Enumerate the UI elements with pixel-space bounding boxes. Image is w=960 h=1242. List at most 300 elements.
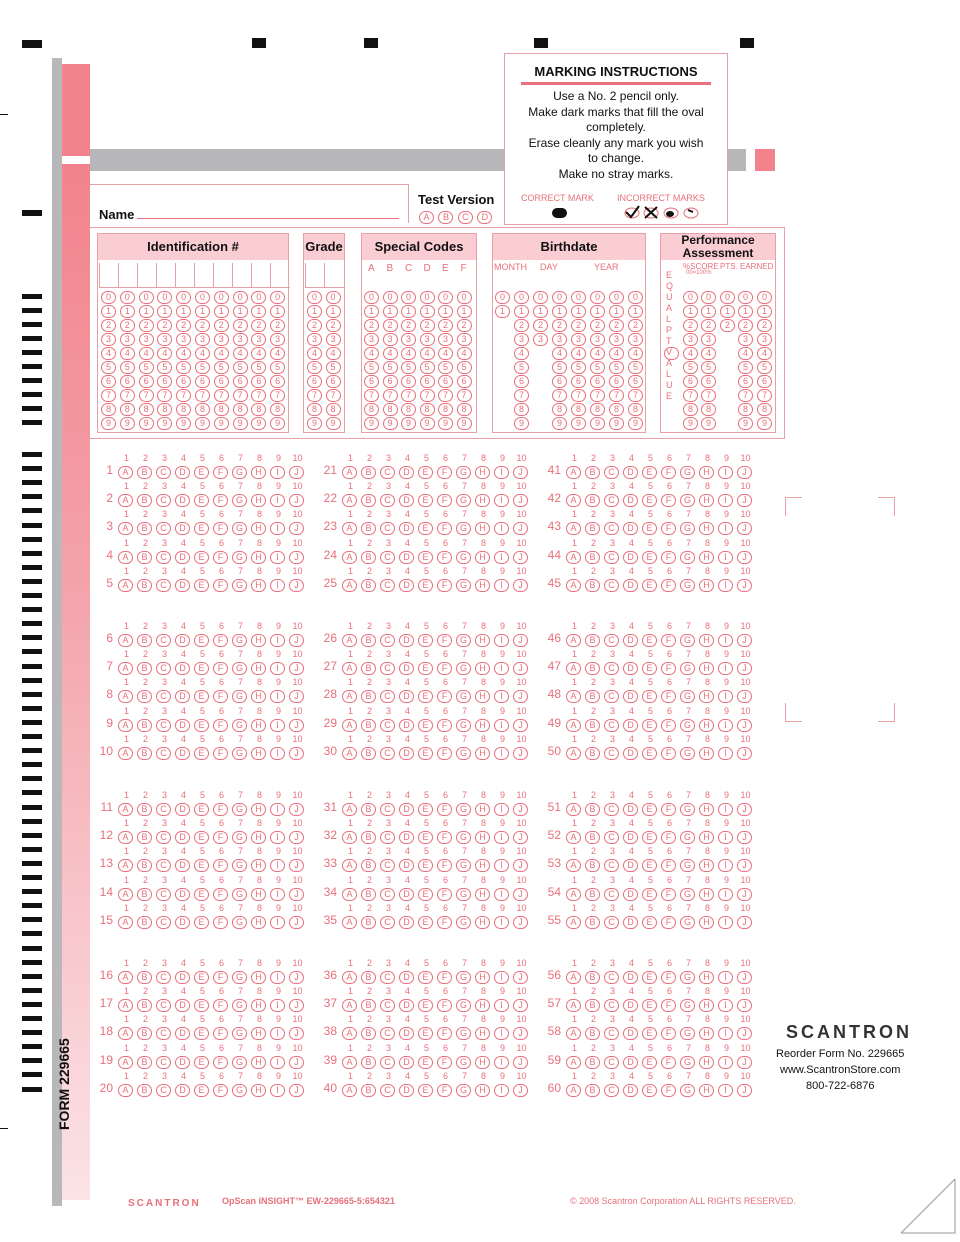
- grade-digit-bubble[interactable]: 7: [326, 389, 341, 402]
- answer-bubble[interactable]: C: [380, 999, 395, 1012]
- answer-bubble[interactable]: B: [585, 662, 600, 675]
- year-bubble[interactable]: 9: [628, 417, 643, 430]
- score-bubble[interactable]: 2: [701, 319, 716, 332]
- id-digit-bubble[interactable]: 2: [176, 319, 191, 332]
- answer-bubble[interactable]: G: [232, 1084, 247, 1097]
- answer-bubble[interactable]: I: [494, 466, 509, 479]
- answer-bubble[interactable]: G: [232, 634, 247, 647]
- answer-bubble[interactable]: F: [437, 466, 452, 479]
- answer-bubble[interactable]: H: [475, 522, 490, 535]
- answer-bubble[interactable]: F: [661, 1027, 676, 1040]
- grade-digit-bubble[interactable]: 9: [326, 417, 341, 430]
- answer-bubble[interactable]: G: [232, 747, 247, 760]
- answer-bubble[interactable]: B: [137, 831, 152, 844]
- answer-bubble[interactable]: B: [585, 888, 600, 901]
- month-bubble[interactable]: 4: [514, 347, 529, 360]
- answer-bubble[interactable]: C: [156, 522, 171, 535]
- answer-bubble[interactable]: A: [566, 466, 581, 479]
- special-code-bubble[interactable]: 1: [383, 305, 398, 318]
- answer-bubble[interactable]: C: [604, 551, 619, 564]
- id-digit-bubble[interactable]: 9: [233, 417, 248, 430]
- answer-bubble[interactable]: J: [289, 803, 304, 816]
- answer-bubble[interactable]: J: [737, 803, 752, 816]
- id-digit-bubble[interactable]: 3: [214, 333, 229, 346]
- answer-bubble[interactable]: C: [380, 859, 395, 872]
- answer-bubble[interactable]: D: [399, 719, 414, 732]
- id-digit-bubble[interactable]: 3: [251, 333, 266, 346]
- answer-bubble[interactable]: H: [251, 1027, 266, 1040]
- answer-bubble[interactable]: I: [270, 888, 285, 901]
- test-version-bubble[interactable]: D: [477, 211, 492, 224]
- answer-bubble[interactable]: A: [118, 466, 133, 479]
- answer-bubble[interactable]: B: [361, 579, 376, 592]
- answer-bubble[interactable]: G: [456, 466, 471, 479]
- answer-bubble[interactable]: I: [270, 690, 285, 703]
- id-digit-bubble[interactable]: 8: [214, 403, 229, 416]
- id-digit-bubble[interactable]: 1: [101, 305, 116, 318]
- answer-bubble[interactable]: F: [661, 831, 676, 844]
- id-digit-bubble[interactable]: 6: [251, 375, 266, 388]
- answer-bubble[interactable]: A: [118, 551, 133, 564]
- answer-bubble[interactable]: I: [494, 1027, 509, 1040]
- answer-bubble[interactable]: D: [175, 747, 190, 760]
- special-code-bubble[interactable]: 8: [457, 403, 472, 416]
- answer-bubble[interactable]: C: [156, 1084, 171, 1097]
- answer-bubble[interactable]: I: [494, 690, 509, 703]
- equal-pt-value-bubble[interactable]: [664, 347, 679, 360]
- answer-bubble[interactable]: I: [270, 1027, 285, 1040]
- special-code-bubble[interactable]: 1: [420, 305, 435, 318]
- id-digit-bubble[interactable]: 5: [120, 361, 135, 374]
- answer-bubble[interactable]: H: [251, 747, 266, 760]
- answer-bubble[interactable]: J: [737, 916, 752, 929]
- answer-bubble[interactable]: H: [251, 579, 266, 592]
- answer-bubble[interactable]: H: [699, 690, 714, 703]
- special-code-bubble[interactable]: 4: [420, 347, 435, 360]
- answer-bubble[interactable]: G: [680, 1027, 695, 1040]
- special-code-bubble[interactable]: 9: [457, 417, 472, 430]
- answer-bubble[interactable]: G: [456, 747, 471, 760]
- answer-bubble[interactable]: E: [642, 522, 657, 535]
- answer-bubble[interactable]: H: [251, 719, 266, 732]
- special-code-bubble[interactable]: 9: [364, 417, 379, 430]
- answer-bubble[interactable]: B: [585, 579, 600, 592]
- answer-bubble[interactable]: J: [289, 466, 304, 479]
- answer-bubble[interactable]: H: [251, 662, 266, 675]
- day-bubble[interactable]: 2: [533, 319, 548, 332]
- answer-bubble[interactable]: A: [118, 662, 133, 675]
- pts-bubble[interactable]: 4: [738, 347, 753, 360]
- answer-bubble[interactable]: J: [737, 1056, 752, 1069]
- answer-bubble[interactable]: F: [661, 522, 676, 535]
- answer-bubble[interactable]: B: [585, 1056, 600, 1069]
- answer-bubble[interactable]: E: [642, 1027, 657, 1040]
- answer-bubble[interactable]: E: [418, 747, 433, 760]
- answer-bubble[interactable]: J: [737, 522, 752, 535]
- answer-bubble[interactable]: D: [175, 494, 190, 507]
- answer-bubble[interactable]: H: [699, 634, 714, 647]
- id-digit-bubble[interactable]: 7: [195, 389, 210, 402]
- answer-bubble[interactable]: E: [418, 1027, 433, 1040]
- year-bubble[interactable]: 6: [571, 375, 586, 388]
- answer-bubble[interactable]: D: [175, 803, 190, 816]
- answer-bubble[interactable]: G: [456, 634, 471, 647]
- answer-bubble[interactable]: C: [156, 551, 171, 564]
- id-write-box[interactable]: [194, 263, 214, 288]
- answer-bubble[interactable]: B: [137, 662, 152, 675]
- answer-bubble[interactable]: J: [737, 859, 752, 872]
- id-digit-bubble[interactable]: 8: [270, 403, 285, 416]
- answer-bubble[interactable]: D: [399, 747, 414, 760]
- answer-bubble[interactable]: I: [494, 999, 509, 1012]
- answer-bubble[interactable]: H: [475, 916, 490, 929]
- answer-bubble[interactable]: G: [232, 466, 247, 479]
- pts-bubble[interactable]: 1: [720, 305, 735, 318]
- special-code-bubble[interactable]: 3: [420, 333, 435, 346]
- answer-bubble[interactable]: D: [175, 916, 190, 929]
- id-digit-bubble[interactable]: 5: [139, 361, 154, 374]
- answer-bubble[interactable]: A: [118, 494, 133, 507]
- score-bubble[interactable]: 1: [683, 305, 698, 318]
- score-bubble[interactable]: 5: [683, 361, 698, 374]
- day-bubble[interactable]: 1: [533, 305, 548, 318]
- answer-bubble[interactable]: F: [661, 719, 676, 732]
- answer-bubble[interactable]: D: [175, 1056, 190, 1069]
- answer-bubble[interactable]: J: [289, 634, 304, 647]
- answer-bubble[interactable]: H: [699, 579, 714, 592]
- answer-bubble[interactable]: E: [418, 971, 433, 984]
- answer-bubble[interactable]: B: [585, 494, 600, 507]
- answer-bubble[interactable]: C: [380, 1027, 395, 1040]
- pts-bubble[interactable]: 2: [720, 319, 735, 332]
- id-digit-bubble[interactable]: 4: [139, 347, 154, 360]
- answer-bubble[interactable]: F: [213, 634, 228, 647]
- special-code-bubble[interactable]: 5: [364, 361, 379, 374]
- id-digit-bubble[interactable]: 2: [251, 319, 266, 332]
- answer-bubble[interactable]: H: [251, 831, 266, 844]
- special-code-bubble[interactable]: 6: [364, 375, 379, 388]
- answer-bubble[interactable]: B: [361, 747, 376, 760]
- special-code-bubble[interactable]: 5: [457, 361, 472, 374]
- id-digit-bubble[interactable]: 0: [139, 291, 154, 304]
- answer-bubble[interactable]: J: [289, 579, 304, 592]
- answer-bubble[interactable]: J: [513, 1056, 528, 1069]
- answer-bubble[interactable]: J: [737, 971, 752, 984]
- answer-bubble[interactable]: D: [399, 971, 414, 984]
- answer-bubble[interactable]: G: [680, 634, 695, 647]
- answer-bubble[interactable]: I: [270, 494, 285, 507]
- answer-bubble[interactable]: H: [251, 888, 266, 901]
- answer-bubble[interactable]: A: [342, 690, 357, 703]
- answer-bubble[interactable]: J: [513, 888, 528, 901]
- answer-bubble[interactable]: B: [361, 466, 376, 479]
- answer-bubble[interactable]: A: [342, 634, 357, 647]
- score-bubble[interactable]: 6: [701, 375, 716, 388]
- answer-bubble[interactable]: G: [456, 831, 471, 844]
- score-bubble[interactable]: 7: [683, 389, 698, 402]
- id-digit-bubble[interactable]: 6: [214, 375, 229, 388]
- answer-bubble[interactable]: B: [585, 1084, 600, 1097]
- answer-bubble[interactable]: F: [213, 494, 228, 507]
- answer-bubble[interactable]: C: [156, 747, 171, 760]
- answer-bubble[interactable]: I: [718, 888, 733, 901]
- answer-bubble[interactable]: E: [642, 579, 657, 592]
- answer-bubble[interactable]: B: [585, 971, 600, 984]
- pts-bubble[interactable]: 6: [757, 375, 772, 388]
- answer-bubble[interactable]: I: [718, 662, 733, 675]
- answer-bubble[interactable]: D: [175, 662, 190, 675]
- answer-bubble[interactable]: J: [513, 971, 528, 984]
- year-bubble[interactable]: 2: [590, 319, 605, 332]
- answer-bubble[interactable]: E: [194, 634, 209, 647]
- answer-bubble[interactable]: J: [737, 466, 752, 479]
- answer-bubble[interactable]: J: [513, 747, 528, 760]
- special-code-bubble[interactable]: 2: [420, 319, 435, 332]
- id-digit-bubble[interactable]: 7: [270, 389, 285, 402]
- grade-digit-bubble[interactable]: 1: [307, 305, 322, 318]
- answer-bubble[interactable]: F: [213, 662, 228, 675]
- id-digit-bubble[interactable]: 6: [120, 375, 135, 388]
- id-digit-bubble[interactable]: 6: [176, 375, 191, 388]
- answer-bubble[interactable]: C: [156, 831, 171, 844]
- answer-bubble[interactable]: F: [213, 551, 228, 564]
- answer-bubble[interactable]: E: [418, 719, 433, 732]
- id-digit-bubble[interactable]: 4: [214, 347, 229, 360]
- answer-bubble[interactable]: H: [699, 494, 714, 507]
- answer-bubble[interactable]: D: [623, 1056, 638, 1069]
- answer-bubble[interactable]: E: [642, 494, 657, 507]
- pts-bubble[interactable]: 2: [738, 319, 753, 332]
- special-code-bubble[interactable]: 6: [401, 375, 416, 388]
- answer-bubble[interactable]: B: [585, 690, 600, 703]
- answer-bubble[interactable]: C: [604, 690, 619, 703]
- id-digit-bubble[interactable]: 1: [214, 305, 229, 318]
- answer-bubble[interactable]: E: [642, 690, 657, 703]
- answer-bubble[interactable]: E: [418, 551, 433, 564]
- grade-digit-bubble[interactable]: 4: [307, 347, 322, 360]
- id-digit-bubble[interactable]: 1: [195, 305, 210, 318]
- answer-bubble[interactable]: B: [361, 831, 376, 844]
- day-bubble[interactable]: 3: [552, 333, 567, 346]
- answer-bubble[interactable]: E: [642, 888, 657, 901]
- answer-bubble[interactable]: D: [399, 579, 414, 592]
- answer-bubble[interactable]: F: [661, 859, 676, 872]
- answer-bubble[interactable]: H: [699, 662, 714, 675]
- answer-bubble[interactable]: G: [456, 971, 471, 984]
- year-bubble[interactable]: 7: [628, 389, 643, 402]
- id-digit-bubble[interactable]: 8: [101, 403, 116, 416]
- answer-bubble[interactable]: D: [623, 831, 638, 844]
- answer-bubble[interactable]: J: [737, 690, 752, 703]
- answer-bubble[interactable]: H: [251, 1056, 266, 1069]
- answer-bubble[interactable]: E: [194, 971, 209, 984]
- answer-bubble[interactable]: J: [513, 634, 528, 647]
- answer-bubble[interactable]: A: [342, 579, 357, 592]
- answer-bubble[interactable]: F: [437, 634, 452, 647]
- answer-bubble[interactable]: I: [718, 551, 733, 564]
- answer-bubble[interactable]: E: [194, 747, 209, 760]
- answer-bubble[interactable]: C: [604, 971, 619, 984]
- answer-bubble[interactable]: B: [585, 466, 600, 479]
- answer-bubble[interactable]: F: [437, 494, 452, 507]
- special-code-bubble[interactable]: 0: [383, 291, 398, 304]
- answer-bubble[interactable]: D: [399, 551, 414, 564]
- answer-bubble[interactable]: H: [699, 859, 714, 872]
- id-digit-bubble[interactable]: 8: [195, 403, 210, 416]
- answer-bubble[interactable]: C: [604, 662, 619, 675]
- answer-bubble[interactable]: I: [494, 888, 509, 901]
- answer-bubble[interactable]: A: [566, 662, 581, 675]
- year-bubble[interactable]: 9: [609, 417, 624, 430]
- answer-bubble[interactable]: J: [737, 999, 752, 1012]
- answer-bubble[interactable]: E: [194, 551, 209, 564]
- answer-bubble[interactable]: I: [270, 466, 285, 479]
- answer-bubble[interactable]: D: [175, 466, 190, 479]
- year-bubble[interactable]: 7: [609, 389, 624, 402]
- answer-bubble[interactable]: H: [699, 466, 714, 479]
- answer-bubble[interactable]: E: [418, 466, 433, 479]
- answer-bubble[interactable]: F: [213, 1027, 228, 1040]
- answer-bubble[interactable]: E: [642, 662, 657, 675]
- answer-bubble[interactable]: A: [118, 579, 133, 592]
- year-bubble[interactable]: 8: [628, 403, 643, 416]
- score-bubble[interactable]: 7: [701, 389, 716, 402]
- answer-bubble[interactable]: J: [513, 466, 528, 479]
- answer-bubble[interactable]: B: [137, 888, 152, 901]
- answer-bubble[interactable]: J: [289, 522, 304, 535]
- id-digit-bubble[interactable]: 1: [233, 305, 248, 318]
- answer-bubble[interactable]: F: [437, 971, 452, 984]
- answer-bubble[interactable]: E: [642, 747, 657, 760]
- answer-bubble[interactable]: I: [718, 1056, 733, 1069]
- year-bubble[interactable]: 2: [571, 319, 586, 332]
- answer-bubble[interactable]: D: [175, 719, 190, 732]
- answer-bubble[interactable]: G: [456, 494, 471, 507]
- answer-bubble[interactable]: B: [361, 719, 376, 732]
- answer-bubble[interactable]: C: [380, 803, 395, 816]
- special-code-bubble[interactable]: 0: [401, 291, 416, 304]
- answer-bubble[interactable]: G: [456, 1027, 471, 1040]
- special-code-bubble[interactable]: 4: [364, 347, 379, 360]
- answer-bubble[interactable]: G: [232, 579, 247, 592]
- answer-bubble[interactable]: B: [361, 916, 376, 929]
- grade-digit-bubble[interactable]: 9: [307, 417, 322, 430]
- answer-bubble[interactable]: A: [566, 494, 581, 507]
- answer-bubble[interactable]: E: [418, 579, 433, 592]
- answer-bubble[interactable]: C: [156, 888, 171, 901]
- answer-bubble[interactable]: B: [137, 916, 152, 929]
- answer-bubble[interactable]: C: [380, 466, 395, 479]
- answer-bubble[interactable]: D: [175, 831, 190, 844]
- answer-bubble[interactable]: F: [213, 579, 228, 592]
- pts-bubble[interactable]: 0: [757, 291, 772, 304]
- answer-bubble[interactable]: C: [156, 1027, 171, 1040]
- month-bubble[interactable]: 2: [514, 319, 529, 332]
- year-bubble[interactable]: 8: [590, 403, 605, 416]
- answer-bubble[interactable]: G: [232, 551, 247, 564]
- answer-bubble[interactable]: I: [718, 971, 733, 984]
- month-bubble[interactable]: 8: [514, 403, 529, 416]
- name-field[interactable]: [137, 218, 399, 219]
- answer-bubble[interactable]: I: [494, 747, 509, 760]
- answer-bubble[interactable]: G: [680, 971, 695, 984]
- answer-bubble[interactable]: I: [718, 803, 733, 816]
- special-code-bubble[interactable]: 0: [364, 291, 379, 304]
- pts-bubble[interactable]: 3: [757, 333, 772, 346]
- answer-bubble[interactable]: B: [585, 999, 600, 1012]
- answer-bubble[interactable]: G: [456, 1056, 471, 1069]
- answer-bubble[interactable]: D: [399, 916, 414, 929]
- answer-bubble[interactable]: F: [661, 634, 676, 647]
- year-bubble[interactable]: 9: [571, 417, 586, 430]
- score-bubble[interactable]: 8: [683, 403, 698, 416]
- special-code-bubble[interactable]: 1: [438, 305, 453, 318]
- answer-bubble[interactable]: C: [156, 719, 171, 732]
- id-digit-bubble[interactable]: 3: [195, 333, 210, 346]
- answer-bubble[interactable]: C: [604, 859, 619, 872]
- grade-digit-bubble[interactable]: 4: [326, 347, 341, 360]
- answer-bubble[interactable]: E: [642, 719, 657, 732]
- id-digit-bubble[interactable]: 4: [101, 347, 116, 360]
- answer-bubble[interactable]: I: [270, 999, 285, 1012]
- answer-bubble[interactable]: F: [213, 999, 228, 1012]
- answer-bubble[interactable]: F: [213, 719, 228, 732]
- special-code-bubble[interactable]: 9: [438, 417, 453, 430]
- answer-bubble[interactable]: G: [680, 551, 695, 564]
- answer-bubble[interactable]: E: [642, 803, 657, 816]
- answer-bubble[interactable]: E: [642, 634, 657, 647]
- answer-bubble[interactable]: A: [118, 1084, 133, 1097]
- answer-bubble[interactable]: F: [661, 803, 676, 816]
- answer-bubble[interactable]: D: [623, 579, 638, 592]
- id-digit-bubble[interactable]: 3: [176, 333, 191, 346]
- answer-bubble[interactable]: F: [661, 1084, 676, 1097]
- id-digit-bubble[interactable]: 5: [157, 361, 172, 374]
- answer-bubble[interactable]: J: [513, 579, 528, 592]
- month-bubble[interactable]: 6: [514, 375, 529, 388]
- answer-bubble[interactable]: H: [699, 916, 714, 929]
- answer-bubble[interactable]: D: [399, 1056, 414, 1069]
- id-digit-bubble[interactable]: 1: [139, 305, 154, 318]
- grade-write-box[interactable]: [324, 263, 344, 288]
- answer-bubble[interactable]: G: [456, 579, 471, 592]
- answer-bubble[interactable]: I: [270, 579, 285, 592]
- answer-bubble[interactable]: I: [270, 916, 285, 929]
- year-bubble[interactable]: 3: [609, 333, 624, 346]
- answer-bubble[interactable]: F: [437, 551, 452, 564]
- answer-bubble[interactable]: E: [642, 916, 657, 929]
- answer-bubble[interactable]: B: [361, 803, 376, 816]
- answer-bubble[interactable]: H: [475, 662, 490, 675]
- answer-bubble[interactable]: F: [437, 999, 452, 1012]
- answer-bubble[interactable]: A: [342, 999, 357, 1012]
- special-code-bubble[interactable]: 1: [364, 305, 379, 318]
- answer-bubble[interactable]: E: [418, 859, 433, 872]
- answer-bubble[interactable]: A: [342, 971, 357, 984]
- answer-bubble[interactable]: C: [156, 494, 171, 507]
- answer-bubble[interactable]: H: [475, 494, 490, 507]
- answer-bubble[interactable]: I: [494, 1084, 509, 1097]
- answer-bubble[interactable]: D: [623, 1027, 638, 1040]
- answer-bubble[interactable]: B: [137, 971, 152, 984]
- year-bubble[interactable]: 1: [628, 305, 643, 318]
- answer-bubble[interactable]: H: [699, 971, 714, 984]
- answer-bubble[interactable]: D: [623, 1084, 638, 1097]
- answer-bubble[interactable]: F: [437, 888, 452, 901]
- answer-bubble[interactable]: D: [175, 579, 190, 592]
- answer-bubble[interactable]: C: [380, 494, 395, 507]
- answer-bubble[interactable]: B: [137, 1056, 152, 1069]
